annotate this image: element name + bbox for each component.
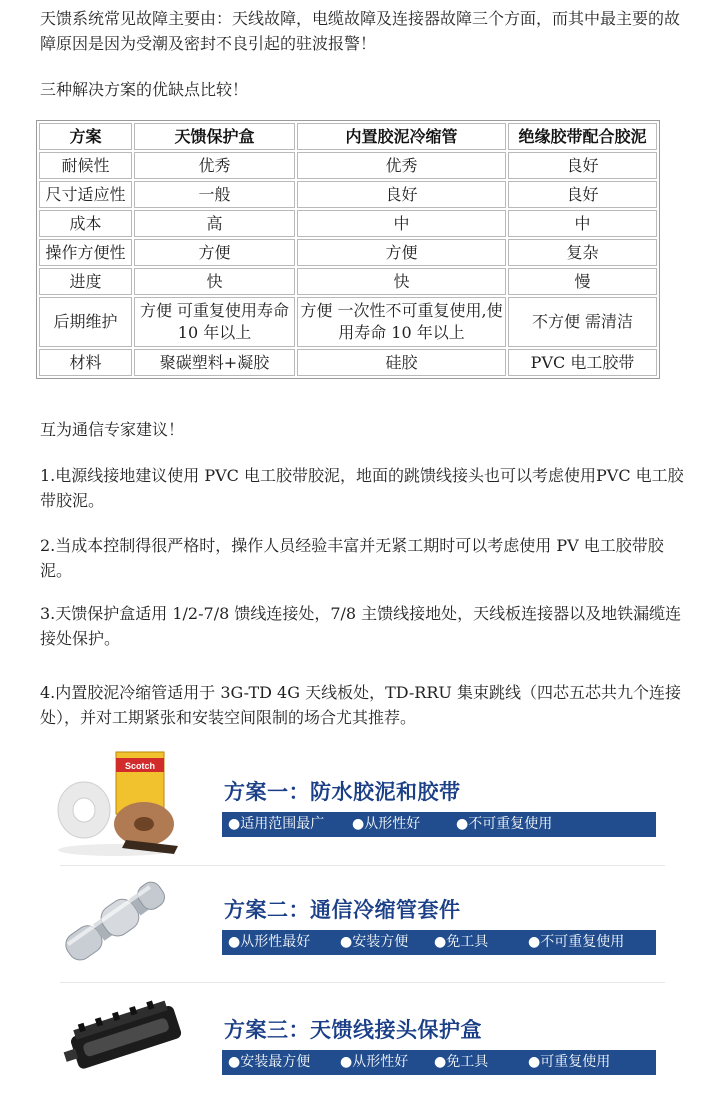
table-cell: 不方便 需清洁 xyxy=(508,297,657,347)
tape-and-mastic-image xyxy=(56,750,186,858)
table-cell: 操作方便性 xyxy=(39,239,132,266)
table-cell: 一般 xyxy=(134,181,295,208)
table-cell: 材料 xyxy=(39,349,132,376)
solution-title: 方案一：防水胶泥和胶带 xyxy=(224,780,461,804)
solution-feature-bar xyxy=(222,930,656,955)
table-cell: 方便 一次性不可重复使用,使用寿命 10 年以上 xyxy=(297,297,506,347)
table-cell: 良好 xyxy=(297,181,506,208)
compare-heading: 三种解决方案的优缺点比较！ xyxy=(40,80,249,99)
table-cell: 慢 xyxy=(508,268,657,295)
table-cell: 快 xyxy=(134,268,295,295)
connector-protection-box-image xyxy=(62,992,192,1082)
table-row xyxy=(39,210,657,237)
brand-label: Scotch xyxy=(124,761,156,771)
table-cell: 后期维护 xyxy=(39,297,132,347)
table-cell: 中 xyxy=(297,210,506,237)
feature-item: ●从形性好 xyxy=(340,1054,409,1070)
feature-item: ●安装最方便 xyxy=(228,1054,311,1070)
table-cell: 方便 xyxy=(297,239,506,266)
solution-title: 方案三：天馈线接头保护盒 xyxy=(224,1018,482,1042)
table-header-cell: 内置胶泥冷缩管 xyxy=(297,123,506,150)
table-cell: 尺寸适应性 xyxy=(39,181,132,208)
table-cell: 快 xyxy=(297,268,506,295)
feature-item: ●安装方便 xyxy=(340,934,409,950)
divider xyxy=(60,982,665,983)
table-cell: 复杂 xyxy=(508,239,657,266)
suggestion-2: 2.当成本控制得很严格时，操作人员经验丰富并无紧工期时可以考虑使用 PV 电工胶带胶泥。 xyxy=(40,536,664,580)
table-cell: 进度 xyxy=(39,268,132,295)
feature-item: ●从形性好 xyxy=(352,816,421,832)
table-cell: 良好 xyxy=(508,181,657,208)
solution-title: 方案二：通信冷缩管套件 xyxy=(224,898,461,922)
feature-item: ●不可重复使用 xyxy=(456,816,553,832)
table-row xyxy=(39,349,657,376)
advice-heading: 互为通信专家建议！ xyxy=(40,420,185,439)
table-row xyxy=(39,239,657,266)
table-cell: 高 xyxy=(134,210,295,237)
feature-item: ●可重复使用 xyxy=(528,1054,611,1070)
table-row xyxy=(39,297,657,347)
table-cell: 耐候性 xyxy=(39,152,132,179)
table-cell: 硅胶 xyxy=(297,349,506,376)
table-row xyxy=(39,181,657,208)
table-cell: 方便 xyxy=(134,239,295,266)
feature-item: ●适用范围最广 xyxy=(228,816,325,832)
table-cell: 方便 可重复使用寿命 10 年以上 xyxy=(134,297,295,347)
divider xyxy=(60,865,665,866)
table-header-cell: 绝缘胶带配合胶泥 xyxy=(508,123,657,150)
table-cell: 优秀 xyxy=(134,152,295,179)
table-header-cell: 方案 xyxy=(39,123,132,150)
table-header-row xyxy=(39,123,657,150)
table-header-cell: 天馈保护盒 xyxy=(134,123,295,150)
table-cell: 成本 xyxy=(39,210,132,237)
suggestion-1: 1.电源线接地建议使用 PVC 电工胶带胶泥，地面的跳馈线接头也可以考虑使用PVC 电工胶带胶泥。 xyxy=(40,466,684,510)
feature-item: ●免工具 xyxy=(434,1054,489,1070)
suggestion-4: 4.内置胶泥冷缩管适用于 3G-TD 4G 天线板处，TD-RRU 集束跳线（四芯五芯共九个连接处），并对工期紧张和安装空间限制的场合尤其推荐。 xyxy=(40,683,681,727)
feature-item: ●不可重复使用 xyxy=(528,934,625,950)
cold-shrink-tube-image xyxy=(54,878,174,968)
suggestion-3: 3.天馈保护盒适用 1/2-7/8 馈线连接处，7/8 主馈线接地处，天线板连接器以及地铁漏缆连接处保护。 xyxy=(40,604,682,648)
table-row xyxy=(39,268,657,295)
table-cell: PVC 电工胶带 xyxy=(508,349,657,376)
table-cell: 优秀 xyxy=(297,152,506,179)
solution-3 xyxy=(0,1014,702,1114)
solution-1 xyxy=(0,761,702,876)
solution-2 xyxy=(0,894,702,994)
solution-feature-bar xyxy=(222,1050,656,1075)
feature-item: ●免工具 xyxy=(434,934,489,950)
table-cell: 聚碳塑料+凝胶 xyxy=(134,349,295,376)
table-cell: 良好 xyxy=(508,152,657,179)
solution-feature-bar xyxy=(222,812,656,837)
table-cell: 中 xyxy=(508,210,657,237)
comparison-table xyxy=(36,120,660,379)
intro-paragraph: 天馈系统常见故障主要由：天线故障，电缆故障及连接器故障三个方面，而其中最主要的故障原因是因为受潮及密封不良引起的驻波报警！ xyxy=(40,9,681,53)
feature-item: ●从形性最好 xyxy=(228,934,311,950)
table-row xyxy=(39,152,657,179)
